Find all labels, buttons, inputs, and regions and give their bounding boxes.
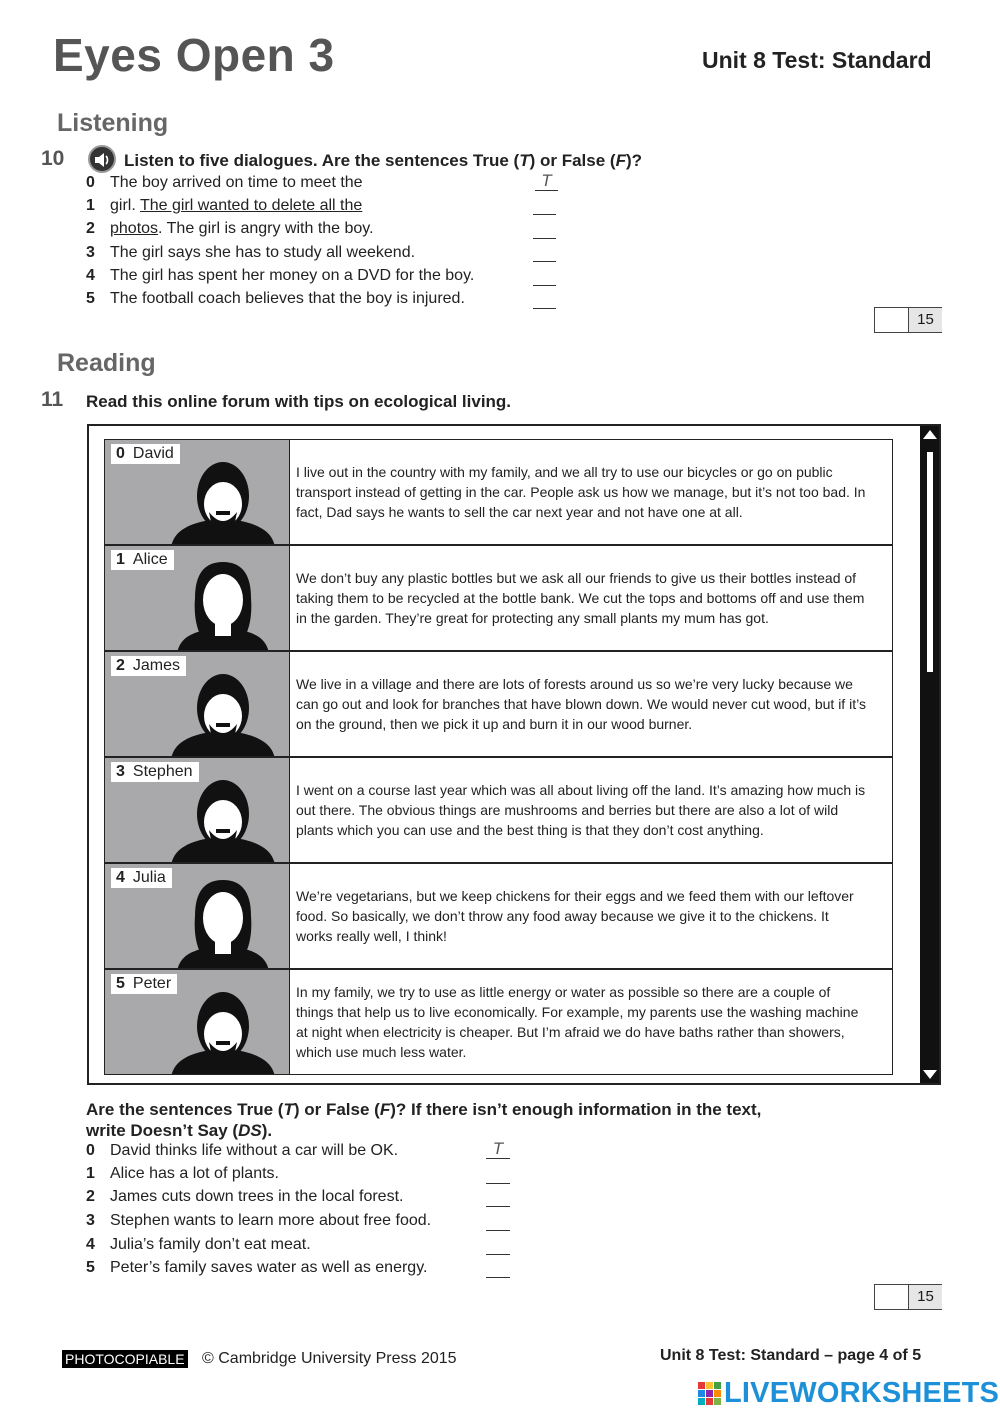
page-info: Unit 8 Test: Standard – page 4 of 5 — [660, 1347, 922, 1364]
reading-instruction: Read this online forum with tips on ecological living. — [86, 392, 512, 411]
female-silhouette-icon — [163, 554, 283, 650]
post-text: We don’t buy any plastic bottles but we ask all our friends to give us their bottles instead of taking them to be recycled at the bottle bank. We cut the tops and bottoms off and use them in the garden. They’re great for protecting any small plants my mum has got. — [296, 570, 865, 626]
listening-answer-5[interactable] — [533, 290, 556, 309]
forum-post-david — [104, 439, 893, 545]
speaker-icon — [94, 152, 112, 168]
scroll-up-arrow-icon[interactable] — [923, 430, 937, 439]
post-author-label: 2 James — [111, 656, 186, 676]
listening-heading: Listening — [57, 109, 169, 137]
scroll-down-arrow-icon[interactable] — [923, 1070, 937, 1079]
listening-answer-3[interactable] — [533, 243, 556, 262]
score-total: 15 — [909, 1285, 942, 1309]
score-field[interactable] — [875, 1285, 909, 1309]
avatar — [105, 758, 290, 862]
forum-post-peter — [104, 969, 893, 1075]
avatar — [105, 652, 290, 756]
reading-tf-instruction: Are the sentences True (T) or False (F)? If there isn’t enough information in the text, write Doesn’t Say (DS). — [86, 1100, 762, 1140]
forum-post-james — [104, 651, 893, 757]
male-silhouette-icon — [163, 978, 283, 1074]
liveworksheets-logo[interactable] — [698, 1378, 999, 1408]
test-title: Unit 8 Test: Standard — [702, 47, 932, 73]
score-total: 15 — [909, 308, 942, 332]
reading-answer-0: T — [486, 1140, 510, 1159]
listening-answer-0: T — [535, 172, 558, 191]
post-author-label: 0 David — [111, 444, 180, 464]
post-text: We’re vegetarians, but we keep chickens for their eggs and we feed them with our leftover food. So basically, we don’t throw any food away because we give it to the chickens. It works really well, I think! — [296, 888, 854, 944]
post-author-label: 3 Stephen — [111, 762, 199, 782]
male-silhouette-icon — [163, 448, 283, 544]
reading-answer-3[interactable] — [486, 1212, 510, 1231]
brand-name: LIVEWORKSHEETS — [724, 1376, 1000, 1409]
photocopiable-badge: PHOTOCOPIABLE — [62, 1350, 188, 1368]
post-text: I went on a course last year which was all about living off the land. It’s amazing how much is out there. The obvious things are mushrooms and berries but there are also a lot of wild plants which you can use and the best thing is that they don’t cost anything. — [296, 782, 866, 838]
post-text: We live in a village and there are lots of forests around us so we’re very lucky because we can go out and look for branches that have blown down. We would never cut wood, but if it’s on the ground, then we pick it up and burn it in our wood burner. — [296, 676, 866, 732]
reading-heading: Reading — [57, 349, 156, 377]
forum-post-julia — [104, 863, 893, 969]
question-number-11: 11 — [41, 388, 64, 411]
post-text: In my family, we try to use as little energy or water as possible so there are a couple of things that help us to live economically. For example, my parents use the washing machine at night when electricity is cheaper. But I’m afraid we do have baths rather than showers, which use much less water. — [296, 984, 859, 1060]
copyright-text: © Cambridge University Press 2015 — [202, 1350, 457, 1367]
post-text: I live out in the country with my family, and we all try to use our bicycles or go on public transport instead of getting in the car. People ask us how we manage, but it’s not too bad. In fact, Dad says he wants to sell the car next year and not have one at all. — [296, 464, 866, 520]
post-author-label: 5 Peter — [111, 974, 177, 994]
listening-answer-4[interactable] — [533, 267, 556, 286]
female-silhouette-icon — [163, 872, 283, 968]
forum-post-alice — [104, 545, 893, 651]
listening-answer-1[interactable] — [533, 196, 556, 215]
listening-instruction: Listen to five dialogues. Are the sentences True (T) or False (F)? — [124, 151, 642, 170]
post-author-label: 1 Alice — [111, 550, 174, 570]
reading-score-box — [874, 1284, 942, 1310]
avatar — [105, 864, 290, 968]
scrollbar-thumb[interactable] — [927, 452, 933, 672]
avatar — [105, 440, 290, 544]
audio-play-button[interactable] — [88, 145, 116, 173]
listening-score-box — [874, 307, 942, 333]
reading-answer-5[interactable] — [486, 1259, 510, 1278]
reading-answer-2[interactable] — [486, 1188, 510, 1207]
listening-answer-2[interactable] — [533, 220, 556, 239]
avatar — [105, 546, 290, 650]
liveworksheets-grid-icon — [698, 1382, 721, 1405]
question-number-10: 10 — [41, 147, 65, 170]
reading-answer-1[interactable] — [486, 1165, 510, 1184]
post-author-label: 4 Julia — [111, 868, 172, 888]
book-title: Eyes Open 3 — [53, 29, 335, 81]
forum-post-stephen — [104, 757, 893, 863]
reading-answer-4[interactable] — [486, 1236, 510, 1255]
score-field[interactable] — [875, 308, 909, 332]
avatar — [105, 970, 290, 1074]
